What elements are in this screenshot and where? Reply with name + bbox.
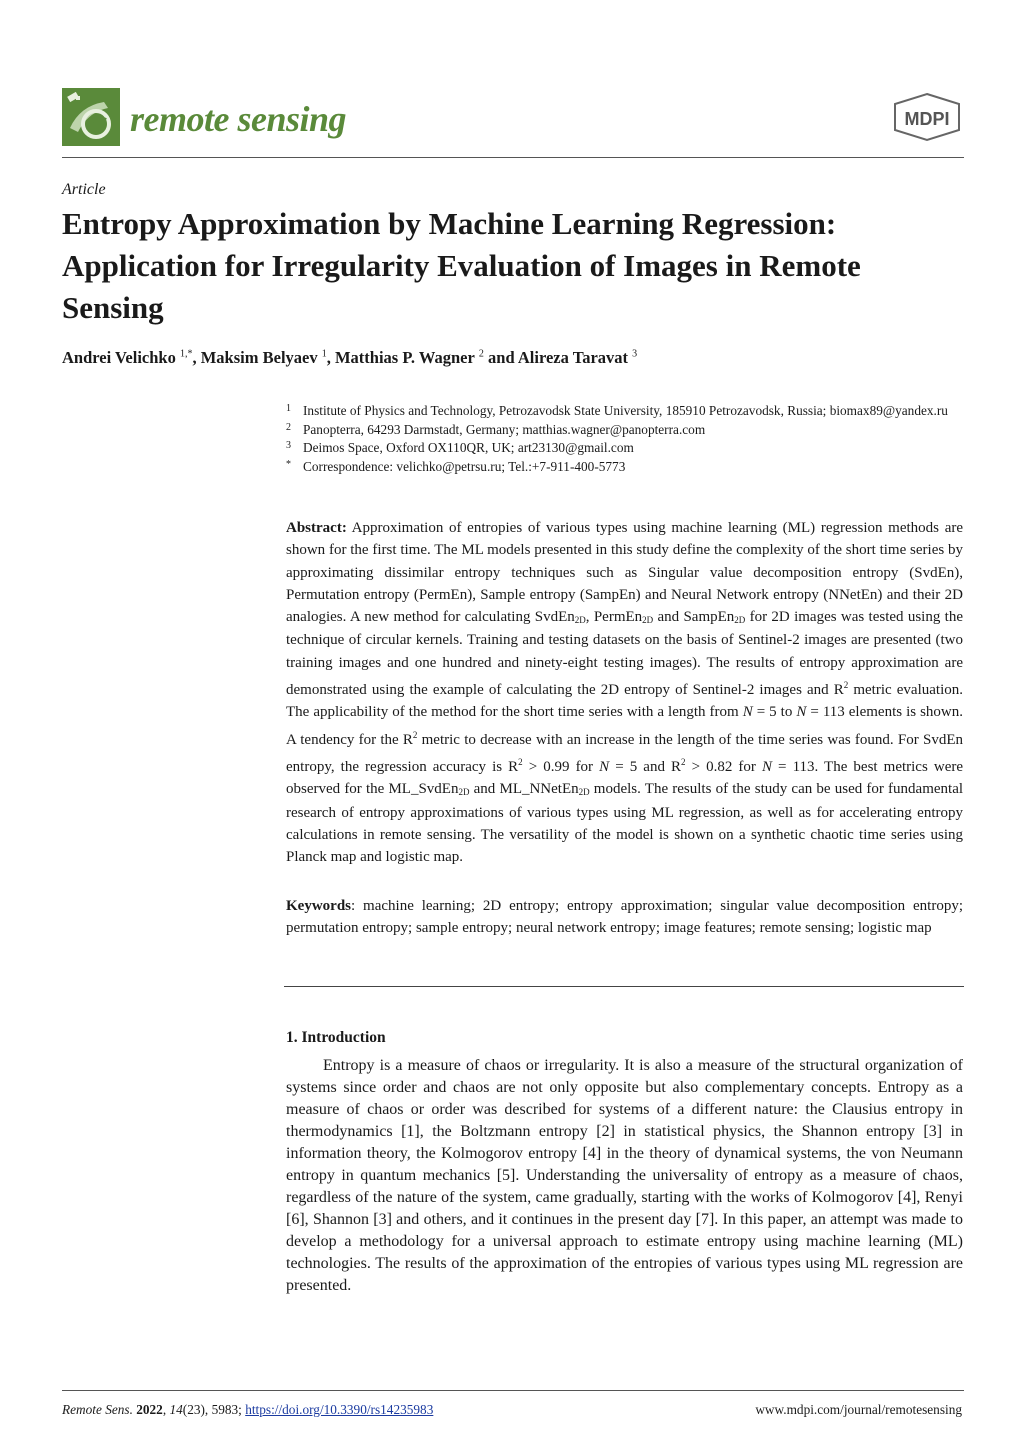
abstract-label: Abstract:: [286, 520, 347, 536]
author-affiliation-mark: 2: [478, 348, 484, 360]
section-heading: 1. Introduction: [286, 1029, 386, 1046]
intro-paragraph: Entropy is a measure of chaos or irregularity. It is also a measure of the structural organization of systems since order and chaos are not only opposite but also complementary concepts. Entropy as a measure of chaos or order was described for systems of a different nature: the Clausius entropy in thermodynamics [1], the Boltzmann entropy [2] in statistical physics, the Shannon entropy [3] in information theory, the Kolmogorov entropy [4] in the theory of dynamical systems, the von Neumann entropy in quantum mechanics [5]. Understanding the universality of entropy as a measure of chaos, regardless of the nature of the system, came gradually, starting with the works of Kolmogorov [4], Renyi [6], Shannon [3] and others, and it continues in the present day [7]. In this paper, an attempt was made to develop a methodology for a universal approach to estimate entropy using machine learning (ML) technologies. The results of the approximation of the entropies of various types using ML regression are presented.: [286, 1057, 963, 1294]
mdpi-logo: [891, 92, 963, 142]
article-title: Entropy Approximation by Machine Learning Regression: Application for Irregularity Evaluation of Images in Remote Sensing: [62, 206, 861, 325]
header-divider: [62, 157, 964, 158]
author-affiliation-mark: 1,*: [179, 348, 193, 360]
author-name: Alireza Taravat: [517, 348, 629, 367]
author-name: Maksim Belyaev: [200, 348, 318, 367]
author-affiliation-mark: 3: [632, 348, 638, 360]
author-list: Andrei Velichko $^{1,*}$, Maksim Belyaev $^1$, Matthias P. Wagner $^2$ and Alireza Taravat $^3$: [62, 348, 638, 367]
journal-logo: [62, 88, 120, 146]
citation: Remote Sens. 2022, 14(23), 5983; https://doi.org/10.3390/rs14235983: [62, 1402, 434, 1417]
article-type: Article: [62, 181, 106, 198]
author-name: Matthias P. Wagner: [334, 348, 475, 367]
author-affiliation-mark: 1: [321, 348, 327, 360]
affiliation-item: 1 Institute of Physics and Technology, Petrozavodsk State University, 185910 Petrozavodsk, Russia; biomax89@yandex.ru: [286, 403, 948, 418]
affiliation-item: 2 Panopterra, 64293 Darmstadt, Germany; matthias.wagner@panopterra.com: [286, 421, 706, 437]
correspondence: * Correspondence: velichko@petrsu.ru; Tel.:+7-911-400-5773: [286, 458, 626, 474]
section-divider: [284, 986, 964, 987]
footer-divider: [62, 1390, 964, 1391]
affiliation-list: [286, 402, 966, 476]
doi-link[interactable]: https://doi.org/10.3390/rs14235983: [245, 1402, 434, 1417]
keywords: Keywords: machine learning; 2D entropy; entropy approximation; singular value decomposition entropy; permutation entropy; sample entropy; neural network entropy; image features; remote sensing; logistic map: [286, 898, 963, 937]
satellite-icon: [62, 88, 120, 146]
publisher-name: MDPI: [904, 109, 950, 129]
keywords-label: Keywords: [286, 898, 351, 914]
affiliation-item: 3 Deimos Space, Oxford OX110QR, UK; art23130@gmail.com: [286, 440, 634, 455]
journal-name: remote sensing: [130, 99, 347, 139]
author-name: Andrei Velichko: [62, 348, 176, 367]
journal-website: www.mdpi.com/journal/remotesensing: [755, 1402, 962, 1417]
abstract: Abstract: Approximation of entropies of various types using machine learning (ML) regression methods are shown for the first time. The ML models presented in this study define the complexity of the short time series by approximating dissimilar entropy techniques such as Singular value decomposition entropy (SvdEn), Permutation entropy (PermEn), Sample entropy (SampEn) and Neural Network entropy (NNetEn) and their 2D analogies. A new method for calculating SvdEn$_{2D}$, PermEn$_{2D}$ and SampEn$_{2D}$ for 2D images was tested using the technique of circular kernels. Training and testing datasets on the basis of Sentinel-2 images are presented (two training images and one hundred and ninety-eight testing images). The results of entropy approximation are demonstrated using the example of calculating the 2D entropy of Sentinel-2 images and $R^2$ metric evaluation. The applicability of the method for the short time series with a length from N = 5 to N = 113 elements is shown. A tendency for the $R^2$ metric to decrease with an increase in the length of the time series was found. For SvdEn entropy, the regression accuracy is $R^2 > 0.99$ for N = 5 and $R^2 > 0.82$ for N = 113. The best metrics were observed for the ML_SvdEn$_{2D}$ and ML_NNetEn$_{2D}$ models. The results of the study can be used for fundamental research of entropy approximations of various types using ML regression, as well as for accelerating entropy calculations in remote sensing. The versatility of the model is shown on a synthetic chaotic time series using Planck map and logistic map.: [286, 520, 964, 866]
